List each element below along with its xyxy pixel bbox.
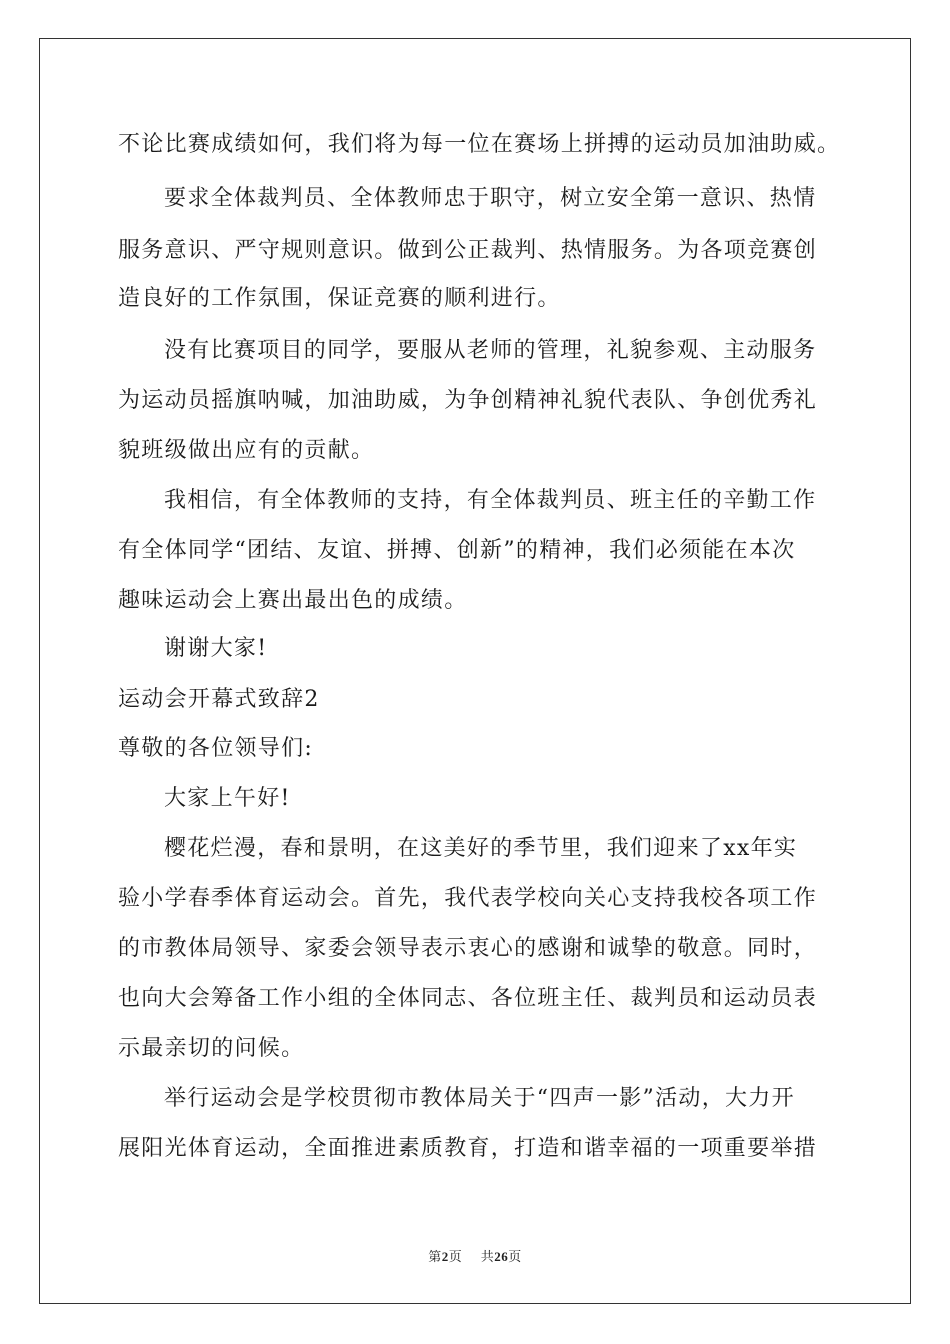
section-title: 运动会开幕式致辞2 <box>118 687 320 712</box>
total-prefix: 共 <box>480 1249 495 1264</box>
paragraph-line: 验小学春季体育运动会。首先，我代表学校向关心支持我校各项工作 <box>118 886 818 911</box>
salutation: 尊敬的各位领导们: <box>118 736 314 761</box>
paragraph-line: 没有比赛项目的同学，要服从老师的管理，礼貌参观、主动服务 <box>164 338 817 363</box>
paragraph-line: 的市教体局领导、家委会领导表示衷心的感谢和诚挚的敬意。同时， <box>118 936 818 961</box>
paragraph-line: 趣味运动会上赛出最出色的成绩。 <box>118 588 468 613</box>
paragraph-line: 造良好的工作氛围，保证竞赛的顺利进行。 <box>118 286 561 311</box>
paragraph-line: 貌班级做出应有的贡献。 <box>118 438 375 463</box>
paragraph-line: 为运动员摇旗呐喊，加油助威，为争创精神礼貌代表队、争创优秀礼 <box>118 388 818 413</box>
page-border <box>39 38 911 1304</box>
page-footer <box>0 1246 950 1265</box>
paragraph-line: 不论比赛成绩如何，我们将为每一位在赛场上拼搏的运动员加油助威。 <box>118 132 841 157</box>
page-suffix: 页 <box>448 1249 463 1264</box>
paragraph-line: 也向大会筹备工作小组的全体同志、各位班主任、裁判员和运动员表 <box>118 986 818 1011</box>
paragraph-line: 举行运动会是学校贯彻市教体局关于“四声一影”活动，大力开 <box>164 1086 795 1111</box>
paragraph-line: 示最亲切的问候。 <box>118 1036 305 1061</box>
total-suffix: 页 <box>508 1249 522 1264</box>
paragraph-line: 要求全体裁判员、全体教师忠于职守，树立安全第一意识、热情 <box>164 186 817 211</box>
paragraph-line: 服务意识、严守规则意识。做到公正裁判、热情服务。为各项竞赛创 <box>118 238 818 263</box>
page-prefix: 第 <box>428 1249 442 1264</box>
paragraph-line: 谢谢大家! <box>164 636 268 661</box>
paragraph-line: 樱花烂漫，春和景明，在这美好的季节里，我们迎来了xx年实 <box>164 836 798 861</box>
page-number: 2 <box>441 1249 449 1264</box>
total-pages: 26 <box>494 1249 509 1264</box>
paragraph-line: 我相信，有全体教师的支持，有全体裁判员、班主任的辛勤工作 <box>164 488 817 513</box>
greeting: 大家上午好! <box>164 786 291 811</box>
paragraph-line: 展阳光体育运动，全面推进素质教育，打造和谐幸福的一项重要举措 <box>118 1136 818 1161</box>
paragraph-line: 有全体同学“团结、友谊、拼搏、创新”的精神，我们必须能在本次 <box>118 538 796 563</box>
